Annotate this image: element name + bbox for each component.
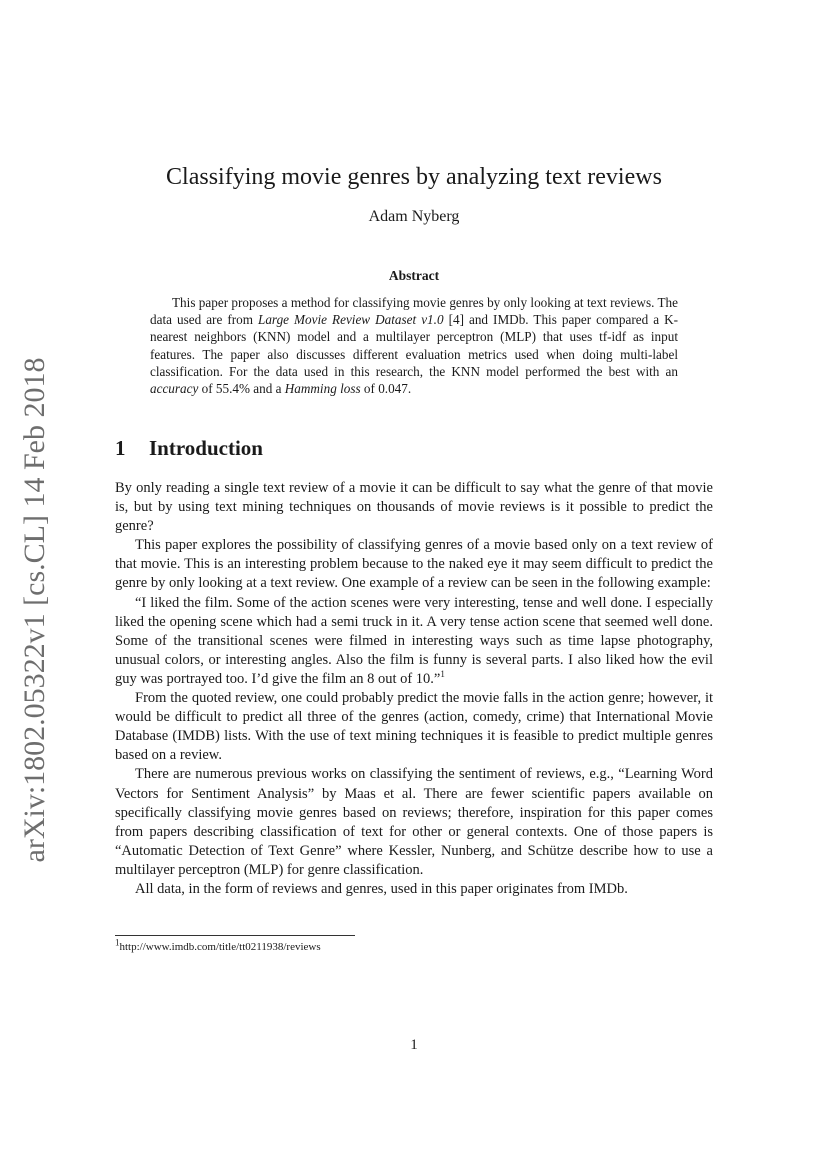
abstract-text-part: of 55.4% and a — [198, 381, 285, 397]
section-body — [115, 479, 713, 899]
page-number: 1 — [410, 1037, 418, 1053]
abstract-text — [150, 294, 678, 397]
footnote-number: 1 — [115, 937, 120, 948]
section-heading — [115, 436, 713, 461]
footnote-divider — [115, 935, 355, 936]
accuracy-term: accuracy — [150, 381, 199, 397]
quoted-review — [115, 594, 713, 689]
abstract-text-part: [4] and IMDb. This paper compared a K-nearest neighbors (KNN) model and a multilayer perceptron (MLP) that uses tf-idf as input features. The paper also discusses different evaluation metrics used when doing multi-label classification. For the data used in this research, the KNN model performed the best with an — [150, 312, 679, 379]
section-number: 1 — [115, 436, 126, 460]
arxiv-identifier[interactable]: arXiv:1802.05322v1 [cs.CL] 14 Feb 2018 — [18, 357, 51, 863]
paper-title: Classifying movie genres by analyzing text reviews — [166, 164, 662, 190]
abstract-text-part: This paper proposes a method for classifying movie genres by only looking at text reviews. The data used are from — [150, 295, 678, 328]
footnote-url[interactable]: http://www.imdb.com/title/tt0211938/reviews — [119, 941, 321, 953]
abstract-text-part: of 0.047. — [360, 381, 412, 397]
footnote-mark[interactable]: 1 — [440, 669, 445, 680]
abstract-heading: Abstract — [388, 268, 440, 283]
arxiv-stamp — [10, 357, 60, 863]
paragraph: All data, in the form of reviews and genres, used in this paper originates from IMDb. — [135, 880, 628, 897]
paper-author: Adam Nyberg — [368, 208, 460, 225]
footnote — [115, 937, 713, 954]
paragraph: By only reading a single text review of a movie it can be difficult to say what the genre of that movie is, but by using text mining techniques on thousands of movie reviews is it possible to predict the genre? — [115, 480, 713, 535]
paragraph: There are numerous previous works on classifying the sentiment of reviews, e.g., “Learning Word Vectors for Sentiment Analysis” by Maas et al. There are fewer scientific papers available on specifically classifying movie genres based on reviews; therefore, inspiration for this paper comes from papers describing classification of text for other or general contexts. One of those papers is “Automatic Detection of Text Genre” where Kessler, Nunberg, and Schütze describe how to use a multilayer perceptron (MLP) for genre classification. — [115, 766, 713, 878]
section-title: Introduction — [149, 436, 263, 460]
quoted-review-text: “I liked the film. Some of the action scenes were very interesting, tense and well done. I especially liked the opening scene which had a semi truck in it. A very tense action scene that seemed well done. Some of the transitional scenes were filmed in interesting ways such as time lapse photography, unusual colors, or interesting angles. Also the film is funny is several parts. I also liked how the evil guy was portrayed too. I’d give the film an 8 out of 10.” — [115, 594, 713, 687]
paragraph: From the quoted review, one could probably predict the movie falls in the action genre; however, it would be difficult to predict all three of the genres (action, comedy, crime) that International Movie Database (IMDB) lists. With the use of text mining techniques it is feasible to predict multiple genres based on a review. — [115, 690, 713, 764]
hamming-loss-term: Hamming loss — [284, 381, 361, 397]
dataset-name: Large Movie Review Dataset v1.0 — [258, 312, 444, 328]
paragraph: This paper explores the possibility of classifying genres of a movie based only on a text review of that movie. This is an interesting problem because to the naked eye it may seem difficult to predict the genre by only looking at a text review. One example of a review can be seen in the following example: — [115, 537, 713, 592]
